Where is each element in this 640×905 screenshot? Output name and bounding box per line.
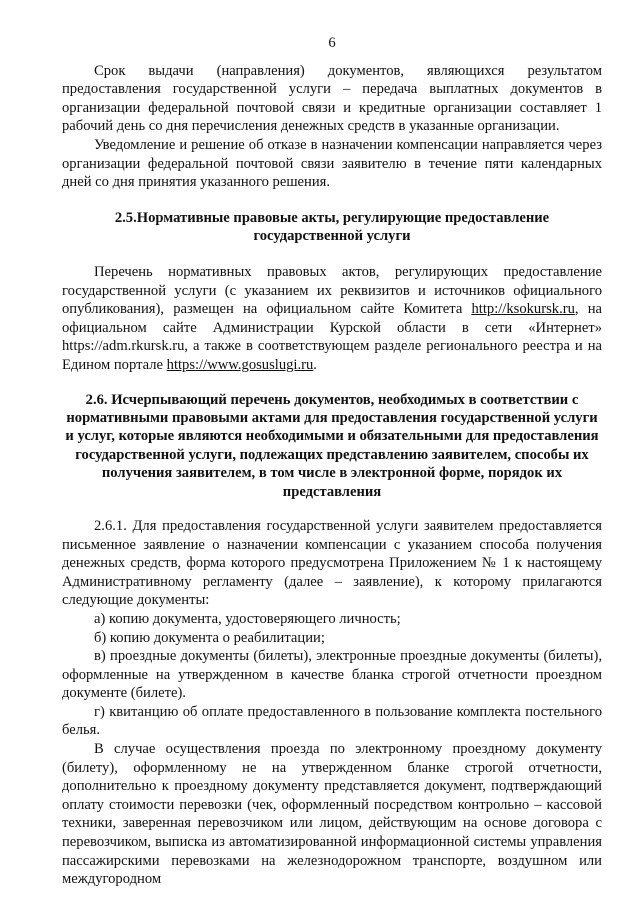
paragraph-2-6-1: 2.6.1. Для предоставления государственной услуги заявителем предоставляется письменное заявление о назначении компенсации с указанием способа получения денежных средств, форма которого предусмотрена Приложением № 1 к настоящему Административному регламенту (далее – заявление), к которому прилагаются следующие документы:	[62, 517, 602, 609]
list-item-a: а) копию документа, удостоверяющего личность;	[94, 610, 401, 627]
list-item-v: в) проездные документы (билеты), электронные проездные документы (билеты), оформленные на утвержденном в качестве бланка строгой отчетности проездном документе (билете).	[62, 648, 602, 702]
section-heading-2-6: 2.6. Исчерпывающий перечень документов, необходимых в соответствии с нормативными правовыми актами для предоставления государственной услуги и услуг, которые являются необходимыми и обязательными для предоставления государственной услуги, подлежащих представлению заявителем, способы их получения заявителем, в том числе в электронной форме, порядок их представления	[65, 391, 599, 500]
list-item-g: г) квитанцию об оплате предоставленного в пользование комплекта постельного белья.	[62, 703, 602, 739]
page-number: 6	[328, 35, 336, 51]
perechen-text-1: Перечень нормативных правовых актов, регулирующих предоставление государственной услуги (с указанием их реквизитов и источников официального опубликования), размещен на официальном сайте Комитета	[62, 263, 602, 318]
paragraph-uvedomlenie: Уведомление и решение об отказе в назначении компенсации направляется через организации федеральной почтовой связи заявителю в течение пяти календарных дней со дня принятия указанного решения.	[62, 136, 602, 191]
paragraph-electronic: В случае осуществления проезда по электронному проездному документу (билету), оформленному не на утвержденном бланке строгой отчетности, дополнительно к проездному документу представляется документ, подтверждающий оплату стоимости перевозки (чек, оформленный посредством контрольно – кассовой техники, заверенная перевозчиком или лицом, действующим на основе договора с перевозчиком, выписка из автоматизированной информационной системы управления пассажирскими перевозками на железнодорожном транспорте, воздушном или междугородном	[62, 741, 602, 888]
list-item-b: б) копию документа о реабилитации;	[94, 629, 325, 646]
paragraph-srok: Срок выдачи (направления) документов, являющихся результатом предоставления государственной услуги – передача выплатных документов в организации федеральной почтовой связи и кредитные организации составляет 1 рабочий день со дня перечисления денежных средств в указанные организации.	[62, 62, 602, 135]
perechen-text-3: .	[313, 356, 317, 373]
paragraph-perechen	[62, 263, 602, 375]
document-page	[62, 34, 602, 889]
gosuslugi-link[interactable]: https://www.gosuslugi.ru	[166, 356, 314, 373]
ksokursk-link[interactable]: http://ksokursk.ru	[471, 301, 575, 318]
section-heading-2-5: 2.5.Нормативные правовые акты, регулирующие предоставление государственной услуги	[114, 209, 550, 245]
perechen-text-2: , на официальном сайте Администрации Курской области в сети «Интернет» https://adm.rkursk.ru, а также в соответствующем разделе регионального реестра и на Едином портале	[62, 301, 602, 373]
